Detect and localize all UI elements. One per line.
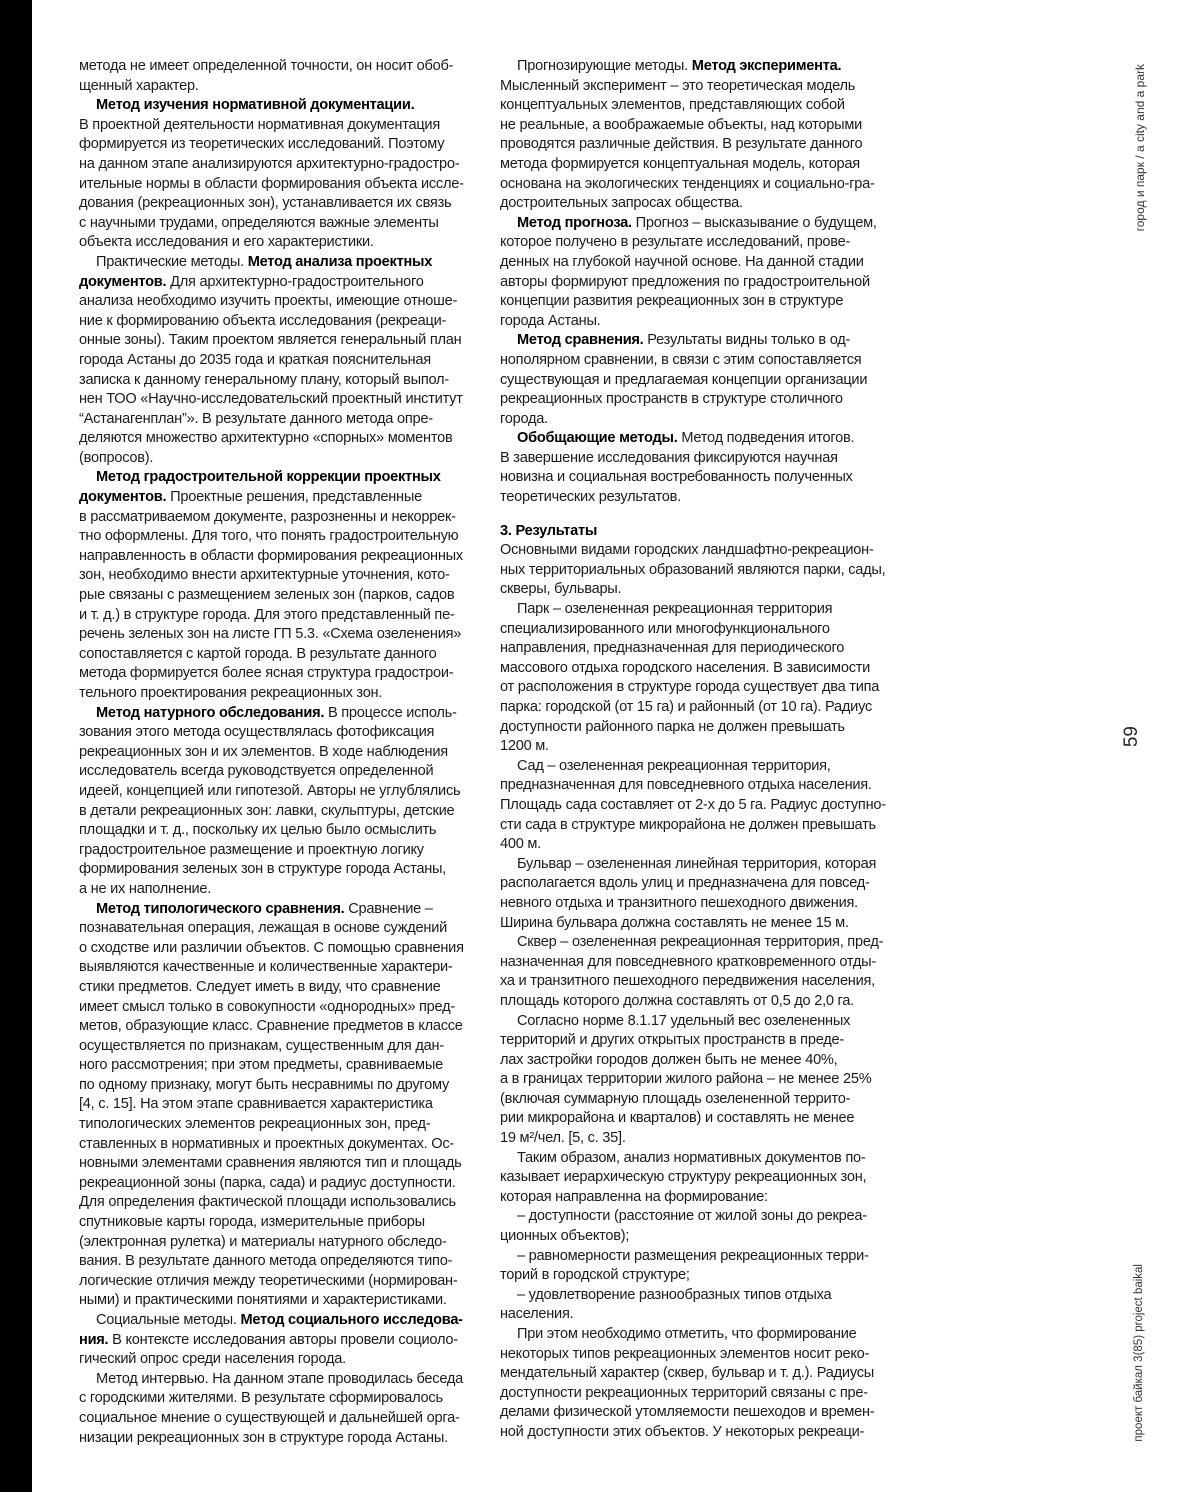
text-line: объекта исследования и его характеристики. xyxy=(79,234,374,251)
text-line: выявляются качественные и количественные характери- xyxy=(79,959,453,976)
text-line: – доступности (расстояние от жилой зоны до рекреа- xyxy=(517,1208,867,1225)
text-line: документов. Для архитектурно-градостроительного xyxy=(79,273,424,290)
text-line: доступности рекреационных территорий связаны с пре- xyxy=(500,1384,868,1401)
text-line: рые связаны с размещением зеленых зон (парков, садов xyxy=(79,587,455,604)
text-line: ционных объектов); xyxy=(500,1228,630,1245)
text-line: невного отдыха и транзитного пешеходного движения. xyxy=(500,894,858,911)
text-line: в рассматриваемом документе, разрозненны и некоррек- xyxy=(79,508,456,525)
text-line: Метод изучения нормативной документации. xyxy=(96,97,415,114)
text-line: сопоставляется с картой города. В результате данного xyxy=(79,645,437,662)
text-line: познавательная операция, лежащая в основе суждений xyxy=(79,920,447,937)
text-line: которая направленна на формирование: xyxy=(500,1188,768,1205)
text-line: авторы формируют предложения по градостроительной xyxy=(500,273,870,290)
text-line: располагается вдоль улиц и предназначена для повсед- xyxy=(500,875,870,892)
text-line: а не их наполнение. xyxy=(79,880,212,897)
text-line: доступности районного парка не должен превышать xyxy=(500,718,845,735)
text-column-right xyxy=(500,57,924,1443)
text-line: с городскими жителями. В результате сформировалось xyxy=(79,1390,443,1407)
text-line: в детали рекреационных зон: лавки, скульптуры, детские xyxy=(79,802,455,819)
text-line: ха и транзитного пешеходного передвижения населения, xyxy=(500,973,875,990)
text-line: Метод градостроительной коррекции проектных xyxy=(96,469,441,486)
text-line: низации рекреационных зон в структуре города Астаны. xyxy=(79,1429,448,1446)
text-line: нен ТОО «Научно-исследовательский проектный институт xyxy=(79,391,463,408)
text-line: концептуальных элементов, представляющих собой xyxy=(500,97,845,114)
side-label-section: город и парк / a city and a park xyxy=(1133,64,1147,232)
text-line: которое получено в результате исследований, прове- xyxy=(500,234,851,251)
text-line: рекреационной зоны (парка, сада) и радиус доступности. xyxy=(79,1174,456,1191)
text-line: направленность в области формирования рекреационных xyxy=(79,547,463,564)
text-line: ной доступности этих объектов. У некоторых рекреаци- xyxy=(500,1423,865,1440)
side-label-journal: проект байкал 3(85) project baikal xyxy=(1133,1264,1145,1442)
text-line: назначенная для повседневного кратковременного отды- xyxy=(500,953,876,970)
text-line: дования (рекреационных зон), устанавливается их связь xyxy=(79,195,452,212)
text-line: города Астаны до 2035 года и краткая пояснительная xyxy=(79,351,431,368)
text-line: парка: городской (от 15 га) и районный (от 10 га). Радиус xyxy=(500,699,872,715)
text-line: – удовлетворение разнообразных типов отдыха xyxy=(517,1286,832,1303)
text-line: градостроительное размещение и проектную логику xyxy=(79,841,424,858)
text-line: на данном этапе анализируются архитектурно-градостро- xyxy=(79,155,460,172)
text-line: Мысленный эксперимент – это теоретическая модель xyxy=(500,77,856,94)
text-line: Основными видами городских ландшафтно-рекреацион- xyxy=(500,542,874,559)
text-line: стики предметов. Следует иметь в виду, что сравнение xyxy=(79,978,441,995)
text-line: проводятся различные действия. В результате данного xyxy=(500,136,863,153)
text-line: о сходстве или различии объектов. С помощью сравнения xyxy=(79,939,464,956)
text-line: направления, предназначенная для периодического xyxy=(500,640,845,657)
text-line: территорий и других открытых пространств в преде- xyxy=(500,1032,844,1049)
text-line: Сквер – озелененная рекреационная территория, пред- xyxy=(517,934,884,951)
text-line: ния. В контексте исследования авторы провели социоло- xyxy=(79,1331,458,1348)
text-line: Ширина бульвара должна составлять не менее 15 м. xyxy=(500,914,849,931)
text-line: Бульвар – озелененная линейная территория, которая xyxy=(517,855,877,872)
text-line: формируется из теоретических исследований. Поэтому xyxy=(79,136,445,153)
text-line: сти сада в структуре микрорайона не должен превышать xyxy=(500,816,876,833)
text-line: нополярном сравнении, в связи с этим сопоставляется xyxy=(500,351,862,368)
text-line: анализа необходимо изучить проекты, имеющие отноше- xyxy=(79,293,458,310)
text-line: Метод интервью. На данном этапе проводилась беседа xyxy=(96,1370,464,1387)
text-line: основана на экологических тенденциях и социально-гра- xyxy=(500,175,875,192)
text-line: города. xyxy=(500,410,548,427)
text-line: казывает иерархическую структуру рекреационных зон, xyxy=(500,1169,867,1186)
text-line: – равномерности размещения рекреационных терри- xyxy=(517,1247,869,1264)
text-line: (электронная рулетка) и материалы натурного обследо- xyxy=(79,1233,447,1250)
text-line: Сад – озелененная рекреационная территория, xyxy=(517,757,831,774)
text-line: типологических элементов рекреационных зон, пред- xyxy=(79,1116,431,1133)
text-line: скверы, бульвары. xyxy=(500,581,622,598)
page-number: 59 xyxy=(1121,726,1142,748)
text-line: “Астанагенплан”». В результате данного метода опре- xyxy=(79,410,433,427)
text-line: ние к формированию объекта исследования (рекреаци- xyxy=(79,312,447,329)
text-line: 19 м²/чел. [5, с. 35]. xyxy=(500,1130,626,1147)
text-line: площадки и т. д., поскольку их целью было осмыслить xyxy=(79,822,437,839)
text-line: вания. В результате данного метода определяются типо- xyxy=(79,1253,453,1270)
text-line: населения. xyxy=(500,1306,574,1323)
text-line: (включая суммарную площадь озелененной террито- xyxy=(500,1090,851,1107)
text-line: Метод прогноза. Прогноз – высказывание о будущем, xyxy=(517,214,877,231)
text-line: 400 м. xyxy=(500,836,541,853)
text-column-left xyxy=(79,57,483,1448)
text-line: логические отличия между теоретическими (нормирован- xyxy=(79,1272,458,1289)
text-line: ительные нормы в области формирования объекта иссле- xyxy=(79,175,464,192)
text-line: Метод сравнения. Результаты видны только в од- xyxy=(517,332,851,349)
text-line: Таким образом, анализ нормативных документов по- xyxy=(517,1149,866,1166)
text-line: В завершение исследования фиксируются научная xyxy=(500,449,838,466)
text-line: мендательный характер (сквер, бульвар и т. д.). Радиусы xyxy=(500,1365,874,1382)
text-line: спутниковые карты города, измерительные приборы xyxy=(79,1214,425,1231)
text-line: тно оформлены. Для того, что понять градостроительную xyxy=(79,528,459,545)
text-line: площадь которого должна составлять от 0,5 до 2,0 га. xyxy=(500,992,854,1009)
text-line: щенный характер. xyxy=(79,77,199,94)
text-line: и т. д.) в структуре города. Для этого представленный пе- xyxy=(79,606,455,623)
text-line: некоторых типов рекреационных элементов носит реко- xyxy=(500,1345,870,1362)
text-line: зования этого метода осуществлялась фотофиксация xyxy=(79,724,435,741)
text-line: деляются множество архитектурно «спорных» моментов xyxy=(79,430,453,447)
text-line: Прогнозирующие методы. Метод эксперимента. xyxy=(517,58,842,74)
text-line: с научными трудами, определяются важные элементы xyxy=(79,214,439,231)
text-line: записка к данному генеральному плану, который выпол- xyxy=(79,371,449,388)
text-line: Парк – озелененная рекреационная территория xyxy=(517,601,833,618)
text-line: 3. Результаты xyxy=(500,522,598,539)
text-line: от расположения в структуре города существует два типа xyxy=(500,679,880,696)
text-line: рии микрорайона и кварталов) и составлять не менее xyxy=(500,1110,855,1127)
text-line: метода не имеет определенной точности, он носит обоб- xyxy=(79,58,454,74)
text-line: Согласно норме 8.1.17 удельный вес озелененных xyxy=(517,1012,851,1029)
text-line: речень зеленых зон на листе ГП 5.3. «Схема озеленения» xyxy=(79,626,462,643)
text-line: делами физической утомляемости пешеходов и времен- xyxy=(500,1404,875,1421)
text-line: новизна и социальная востребованность полученных xyxy=(500,469,853,486)
text-line: ставленных в нормативных и проектных документах. Ос- xyxy=(79,1135,455,1152)
text-line: рекреационных зон и их элементов. В ходе наблюдения xyxy=(79,743,448,760)
text-line: В проектной деятельности нормативная документация xyxy=(79,116,440,133)
text-line: имеет смысл только в совокупности «однородных» пред- xyxy=(79,998,455,1015)
text-line: При этом необходимо отметить, что формирование xyxy=(517,1326,857,1342)
text-line: исследователь всегда руководствуется определенной xyxy=(79,763,434,780)
text-line: торий в городской структуре; xyxy=(500,1267,690,1284)
text-line: лах застройки городов должен быть не менее 40%, xyxy=(500,1051,838,1068)
text-line: ных территориальных образований являются парки, сады, xyxy=(500,561,886,578)
text-line: метода формируется более ясная структура градострои- xyxy=(79,665,454,682)
text-line: социальное мнение о существующей и дальнейшей орга- xyxy=(79,1409,460,1426)
text-line: специализированного или многофункционального xyxy=(500,620,830,637)
text-line: теоретических результатов. xyxy=(500,489,681,506)
text-line: ными) и практическими понятиями и характеристиками. xyxy=(79,1292,447,1309)
text-line: Метод типологического сравнения. Сравнение – xyxy=(96,900,433,917)
text-line: существующая и предлагаемая концепции организации xyxy=(500,371,868,388)
text-line: ного рассмотрения; при этом предметы, сравниваемые xyxy=(79,1057,443,1074)
text-line: осуществляется по признакам, существенным для дан- xyxy=(79,1037,444,1054)
text-line: Метод натурного обследования. В процессе исполь- xyxy=(96,704,457,721)
text-line: не реальные, а воображаемые объекты, над которыми xyxy=(500,116,863,133)
text-line: рекреационных пространств в структуре столичного xyxy=(500,391,843,408)
text-line: документов. Проектные решения, представленные xyxy=(79,489,422,506)
text-line: формирования зеленых зон в структуре города Астаны, xyxy=(79,861,447,878)
text-line: концепции развития рекреационных зон в структуре xyxy=(500,293,844,310)
text-line: (вопросов). xyxy=(79,449,154,466)
text-line: Обобщающие методы. Метод подведения итогов. xyxy=(517,430,855,447)
text-line: метов, образующие класс. Сравнение предметов в классе xyxy=(79,1018,463,1035)
text-line: новными элементами сравнения являются тип и площадь xyxy=(79,1155,462,1172)
text-line: достроительных запросах общества. xyxy=(500,195,743,212)
text-line: зон, необходимо внести архитектурные уточнения, кото- xyxy=(79,567,450,584)
text-line: 1200 м. xyxy=(500,738,549,755)
text-line: Площадь сада составляет от 2-х до 5 га. Радиус доступно- xyxy=(500,796,886,813)
text-line: а в границах территории жилого района – не менее 25% xyxy=(500,1071,872,1088)
text-line: тельного проектирования рекреационных зон. xyxy=(79,685,383,701)
text-line: Социальные методы. Метод социального исследова- xyxy=(96,1312,463,1328)
text-line: предназначенная для повседневного отдыха населения. xyxy=(500,777,872,794)
text-line: гический опрос среди населения города. xyxy=(79,1351,346,1368)
text-line: Практические методы. Метод анализа проектных xyxy=(96,253,433,270)
text-line: города Астаны. xyxy=(500,312,601,329)
text-line: массового отдыха городского населения. В зависимости xyxy=(500,659,871,676)
text-line: денных на глубокой научной основе. На данной стадии xyxy=(500,253,864,270)
text-line: по одному признаку, могут быть несравнимы по другому xyxy=(79,1076,450,1093)
text-line: [4, с. 15]. На этом этапе сравнивается характеристика xyxy=(79,1096,433,1113)
text-line: онные зоны). Таким проектом является генеральный план xyxy=(79,332,462,349)
text-line: Для определения фактической площади использовались xyxy=(79,1194,456,1211)
text-line: идеей, концепцией или гипотезой. Авторы не углублялись xyxy=(79,782,461,799)
text-line: метода формируется концептуальная модель, которая xyxy=(500,155,860,172)
page-spine-bar xyxy=(0,0,32,1492)
